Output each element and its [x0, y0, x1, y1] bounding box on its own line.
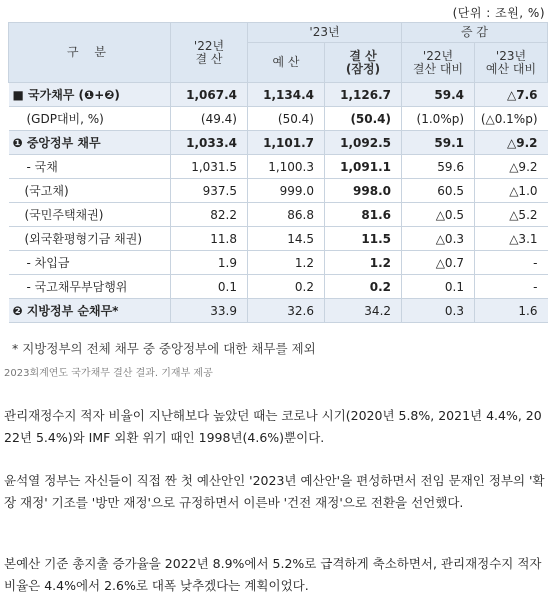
cell-2023-settlement: 1.2: [325, 251, 402, 275]
cell-vs-2022: △0.5: [402, 203, 475, 227]
cell-vs-2023: △9.2: [475, 131, 548, 155]
table-footnote: * 지방정부의 전체 채무 중 중앙정부에 대한 채무를 제외: [12, 341, 316, 356]
cell-vs-2023: 1.6: [475, 299, 548, 323]
cell-2022-settlement: 1,067.4: [171, 83, 248, 107]
cell-2023-budget: 1,101.7: [248, 131, 325, 155]
header-vs-2023-label: 예산 대비: [485, 61, 537, 76]
cell-vs-2022: 59.4: [402, 83, 475, 107]
cell-2022-settlement: 82.2: [171, 203, 248, 227]
national-debt-table: [8, 22, 548, 323]
header-vs-2022: [402, 43, 475, 83]
cell-2022-settlement: 33.9: [171, 299, 248, 323]
cell-2023-budget: 0.2: [248, 275, 325, 299]
cell-vs-2023: △5.2: [475, 203, 548, 227]
cell-2023-budget: 999.0: [248, 179, 325, 203]
table-row: [9, 131, 548, 155]
cell-2023-settlement: 0.2: [325, 275, 402, 299]
cell-2023-settlement: 998.0: [325, 179, 402, 203]
article-paragraph: 본예산 기준 총지출 증가율을 2022년 8.9%에서 5.2%로 급격하게 축소하면서, 관리재정수지 적자 비율은 4.4%에서 2.6%로 대폭 낮추겠다는 계획이었다.: [4, 556, 542, 593]
cell-vs-2023: △1.0: [475, 179, 548, 203]
cell-2023-budget: 1,100.3: [248, 155, 325, 179]
cell-2023-settlement: 11.5: [325, 227, 402, 251]
header-change: 증 감: [402, 23, 548, 43]
cell-2023-budget: 1.2: [248, 251, 325, 275]
cell-2022-settlement: 0.1: [171, 275, 248, 299]
row-label: ❶ 중앙정부 채무: [9, 131, 171, 155]
header-2022-settlement: [171, 23, 248, 83]
cell-vs-2023: △3.1: [475, 227, 548, 251]
header-settlement-provisional: [325, 43, 402, 83]
header-vs-2023: [475, 43, 548, 83]
cell-vs-2023: -: [475, 275, 548, 299]
header-vs-2022-label: 결산 대비: [412, 61, 464, 76]
cell-2022-settlement: (49.4): [171, 107, 248, 131]
cell-vs-2023: (△0.1%p): [475, 107, 548, 131]
row-label: - 국고채무부담행위: [9, 275, 171, 299]
cell-2022-settlement: 1,033.4: [171, 131, 248, 155]
cell-2023-budget: 32.6: [248, 299, 325, 323]
cell-vs-2022: 0.3: [402, 299, 475, 323]
row-label: (국민주택채권): [9, 203, 171, 227]
header-2022-year: '22년: [193, 38, 225, 53]
cell-vs-2022: (1.0%p): [402, 107, 475, 131]
article-paragraph: 윤석열 정부는 자신들이 직접 짠 첫 예산안인 '2023년 예산안'을 편성하면서 전임 문재인 정부의 '확장 재정' 기조를 '방만 재정'으로 규정하면서 이른바 '건전 재정'으로 전환을 선언했다.: [4, 473, 545, 510]
row-label: (외국환평형기금 채권): [9, 227, 171, 251]
row-label: (국고채): [9, 179, 171, 203]
header-2022-label: 결 산: [195, 51, 223, 66]
cell-2023-budget: 1,134.4: [248, 83, 325, 107]
cell-vs-2022: △0.3: [402, 227, 475, 251]
cell-vs-2022: 60.5: [402, 179, 475, 203]
table-row: [9, 203, 548, 227]
table-row: [9, 251, 548, 275]
cell-2022-settlement: 937.5: [171, 179, 248, 203]
cell-vs-2022: △0.7: [402, 251, 475, 275]
row-label: (GDP대비, %): [9, 107, 171, 131]
cell-vs-2022: 59.1: [402, 131, 475, 155]
table-row: [9, 227, 548, 251]
header-provisional-label: (잠정): [345, 61, 381, 76]
cell-2023-budget: 86.8: [248, 203, 325, 227]
cell-2022-settlement: 11.8: [171, 227, 248, 251]
cell-vs-2022: 0.1: [402, 275, 475, 299]
cell-2023-settlement: 1,092.5: [325, 131, 402, 155]
image-caption: 2023회계연도 국가채무 결산 결과. 기재부 제공: [4, 368, 213, 379]
cell-vs-2023: △7.6: [475, 83, 548, 107]
unit-note: (단위 : 조원, %): [452, 6, 545, 20]
cell-vs-2023: △9.2: [475, 155, 548, 179]
cell-2023-settlement: 81.6: [325, 203, 402, 227]
header-settlement-label: 결 산: [349, 48, 377, 63]
cell-2023-budget: 14.5: [248, 227, 325, 251]
row-label: - 국채: [9, 155, 171, 179]
table-row: [9, 179, 548, 203]
table-row: [9, 83, 548, 107]
table-row: [9, 107, 548, 131]
cell-2022-settlement: 1.9: [171, 251, 248, 275]
row-label: ❷ 지방정부 순채무*: [9, 299, 171, 323]
cell-vs-2022: 59.6: [402, 155, 475, 179]
cell-2023-settlement: 1,091.1: [325, 155, 402, 179]
table-row: [9, 155, 548, 179]
header-vs-2022-year: '22년: [422, 48, 454, 63]
cell-2023-settlement: 34.2: [325, 299, 402, 323]
header-budget: 예 산: [248, 43, 325, 83]
cell-2023-budget: (50.4): [248, 107, 325, 131]
article-paragraph: 관리재정수지 적자 비율이 지난해보다 높았던 때는 코로나 시기(2020년 5.8%, 2021년 4.4%, 2022년 5.4%)와 IMF 외환 위기 때인 1998년(4.6%)뿐이다.: [4, 408, 542, 445]
row-label: ■ 국가채무 (❶+❷): [9, 83, 171, 107]
table-row: [9, 275, 548, 299]
table-row: [9, 299, 548, 323]
cell-2023-settlement: 1,126.7: [325, 83, 402, 107]
header-gubun: 구 분: [9, 23, 171, 83]
cell-vs-2023: -: [475, 251, 548, 275]
row-label: - 차입금: [9, 251, 171, 275]
header-2023: '23년: [248, 23, 402, 43]
header-vs-2023-year: '23년: [495, 48, 527, 63]
cell-2022-settlement: 1,031.5: [171, 155, 248, 179]
cell-2023-settlement: (50.4): [325, 107, 402, 131]
